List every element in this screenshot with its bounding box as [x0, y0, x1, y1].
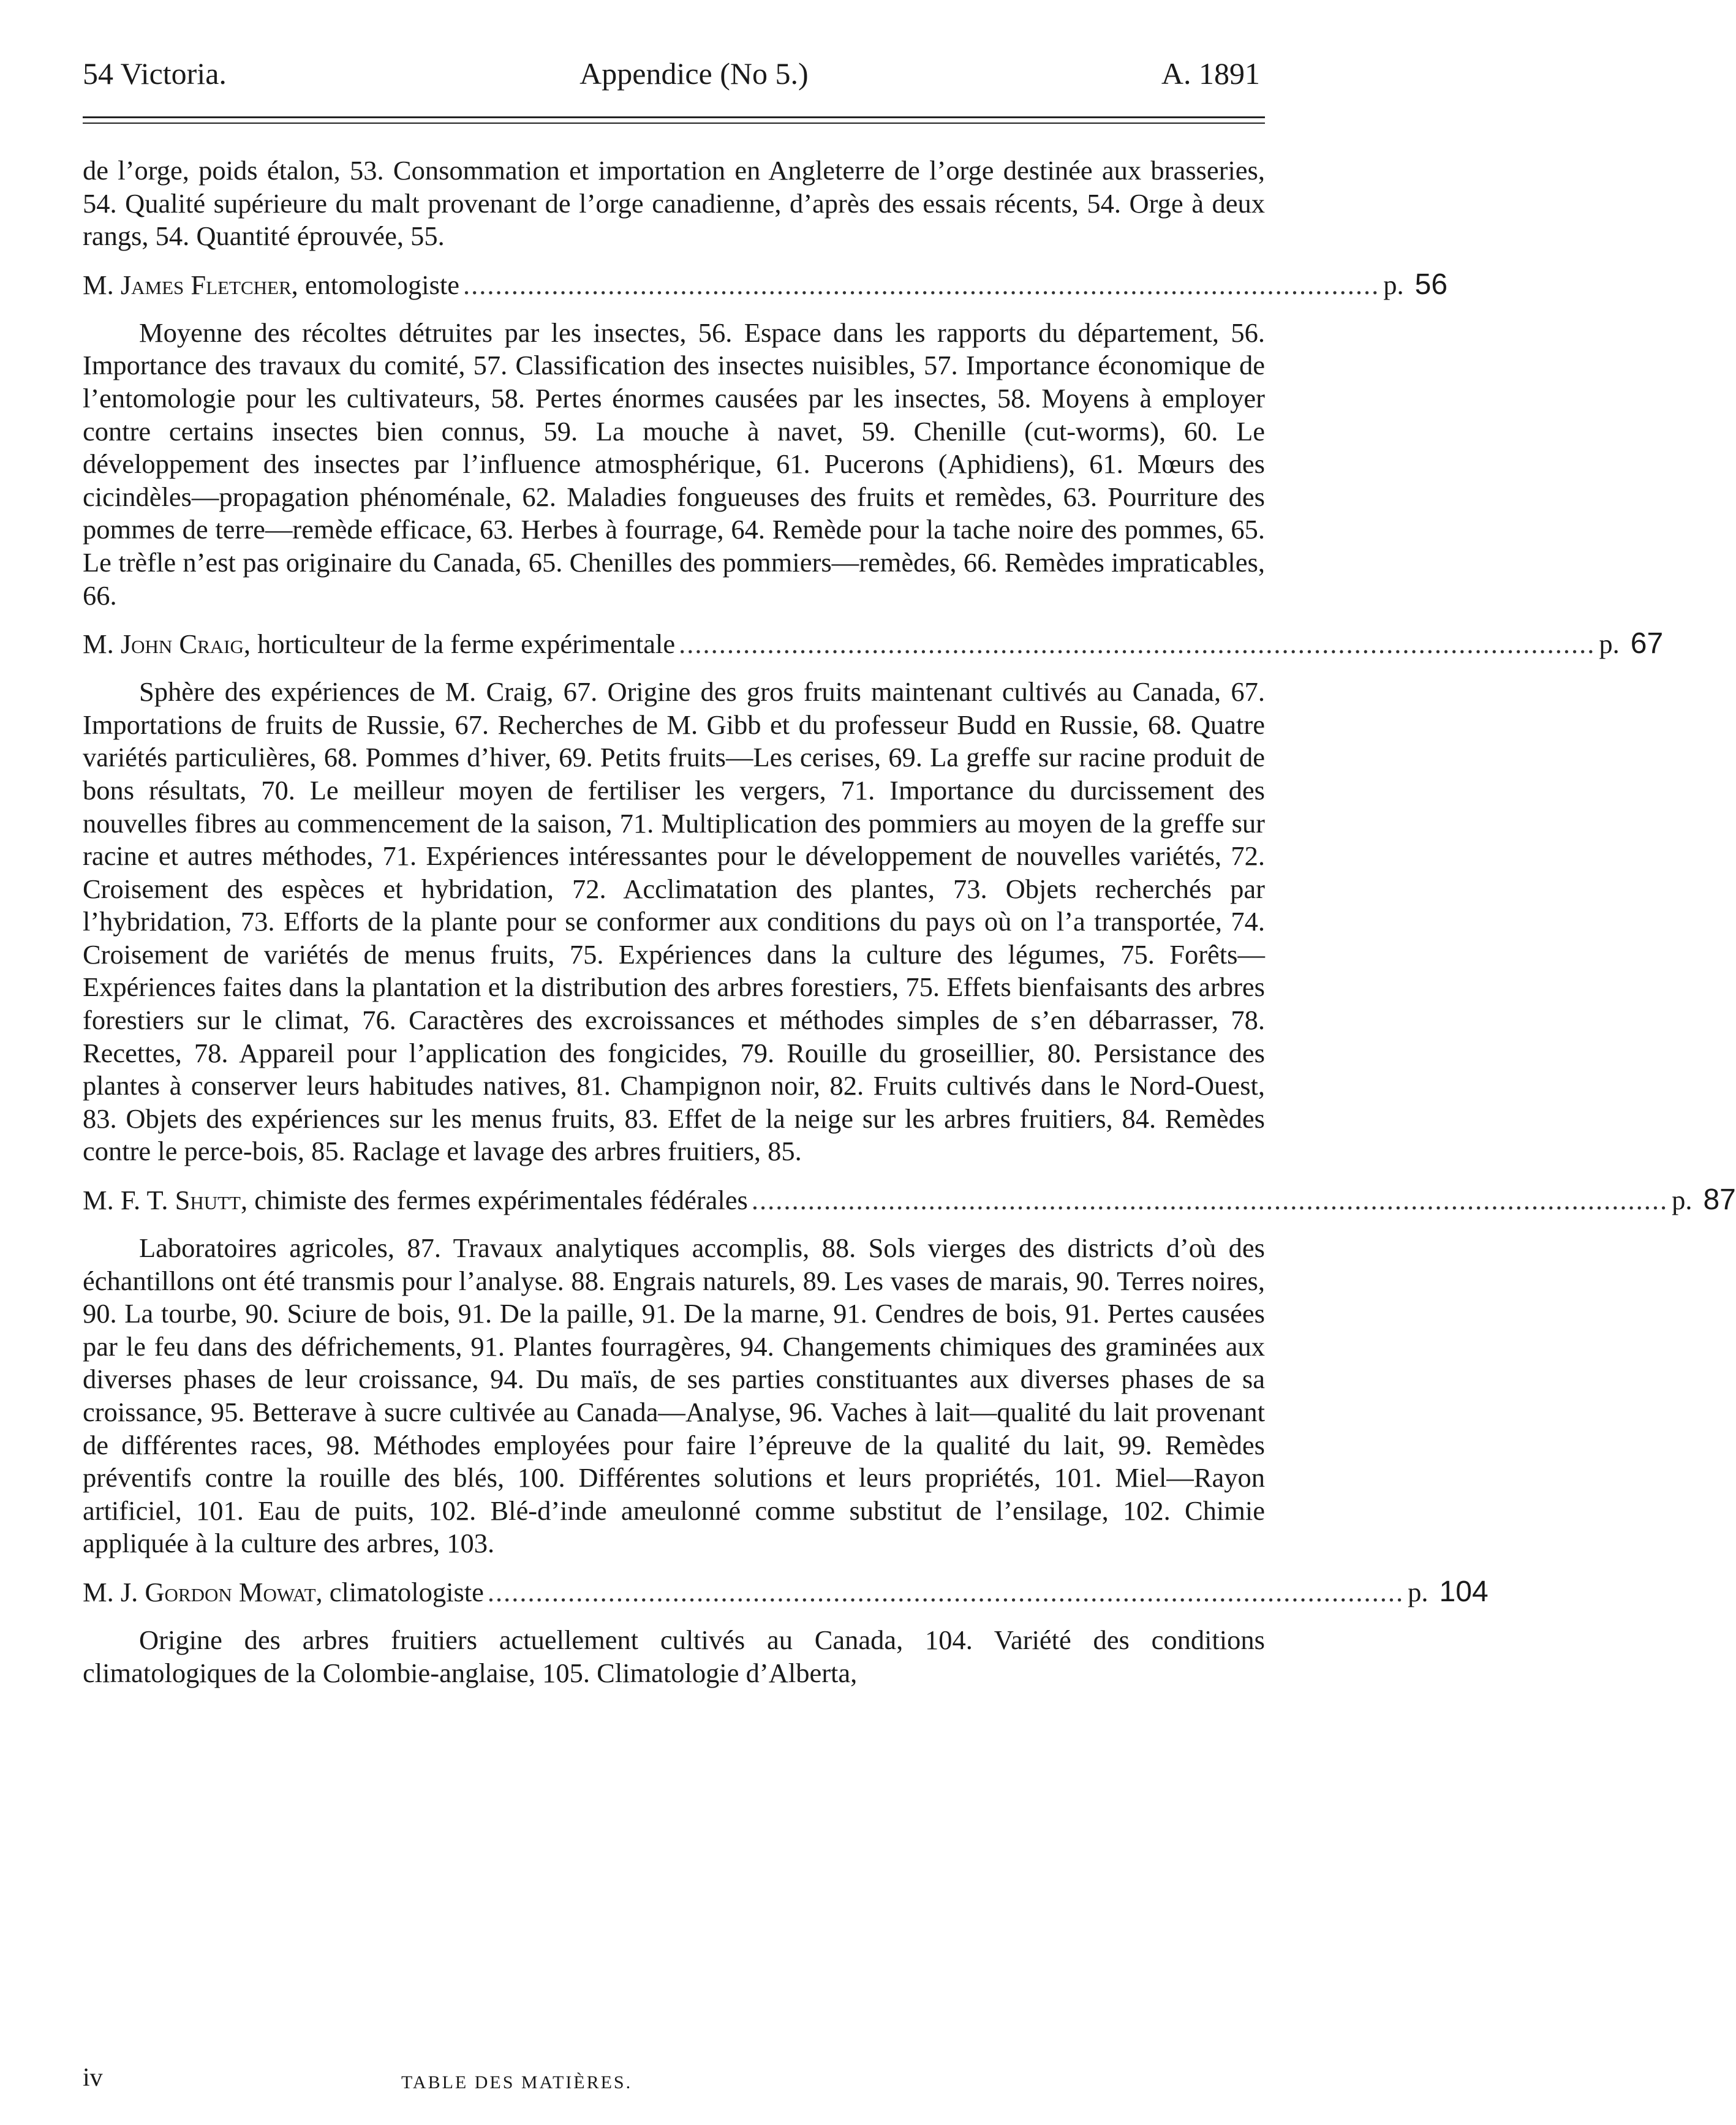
header-right: A. 1891: [1161, 56, 1260, 91]
entry-author: [83, 1575, 484, 1609]
entry-role: , climatologiste: [315, 1576, 484, 1607]
entry-name: John Craig: [120, 628, 244, 660]
footer-page-number: iv: [83, 2064, 103, 2092]
header-left: 54 Victoria.: [83, 56, 227, 91]
entry-prefix: M.: [83, 269, 114, 300]
entry-name: Shutt: [175, 1185, 241, 1216]
entry-name: Gordon Mowat: [145, 1576, 316, 1607]
running-header: [83, 49, 1265, 98]
entry-role: , horticulteur de la ferme expérimentale: [243, 628, 676, 660]
page-label: p.: [1599, 628, 1620, 660]
page-number: 56: [1414, 268, 1448, 301]
entry-prefix: M. J.: [83, 1576, 138, 1607]
page-label: p.: [1383, 269, 1404, 300]
toc-entry-fletcher: [83, 268, 1448, 302]
header-rule-bottom: [83, 123, 1265, 124]
page-number: 104: [1439, 1575, 1489, 1608]
entry-name: James Fletcher: [120, 269, 292, 300]
entry-author: [83, 627, 675, 661]
header-rule-top: [83, 116, 1265, 118]
entry-author: [83, 268, 459, 302]
page-label: p.: [1672, 1185, 1693, 1216]
leader-dots: ..................................................................................................................: [751, 1185, 1669, 1216]
footer-title: TABLE DES MATIÈRES.: [401, 2072, 633, 2093]
page: [83, 49, 1736, 2093]
entry-role: , entomologiste: [291, 269, 460, 300]
leader-dots: ..................................................................................................................: [487, 1576, 1405, 1607]
page-label: p.: [1408, 1576, 1428, 1607]
toc-entry-craig: [83, 627, 1664, 661]
header-center: Appendice (No 5.): [579, 56, 809, 91]
section-paragraph: Origine des arbres fruitiers actuellement cultivés au Canada, 104. Variété des conditions climatologiques de la Colombie-anglaise, 105. Climatologie d’Alberta,: [83, 1624, 1265, 1688]
section-paragraph: Sphère des expériences de M. Craig, 67. Origine des gros fruits maintenant cultivés au Canada, 67. Importations de fruits de Russie, 67. Recherches de M. Gibb et du professeur Budd en Russie, 68. Quatre variétés particulières, 68. Pommes d’hiver, 69. Petits fruits—Les cerises, 69. La greffe sur racine produit de bons résultats, 70. Le meilleur moyen de fertiliser les vergers, 71. Importance du durcissement des nouvelles fibres au commencement de la saison, 71. Multiplication des pommiers au moyen de la greffe sur racine et autres méthodes, 71. Expériences intéressantes pour le développement de nouvelles variétés, 72. Croisement des espèces et hybridation, 72. Acclimatation des plantes, 73. Objets recherchés par l’hybridation, 73. Efforts de la plante pour se conformer aux conditions du pays où on l’a transportée, 74. Croisement de variétés de menus fruits, 75. Expériences dans la culture des légumes, 75. Forêts—Expériences faites dans la plantation et la distribution des arbres forestiers, 75. Effets bienfaisants des arbres forestiers sur le climat, 76. Caractères des excroissances et méthodes simples de s’en débarrasser, 78. Recettes, 78. Appareil pour l’application des fongicides, 79. Rouille du groseillier, 80. Persistance des plantes à conserver leurs habitudes natives, 81. Champignon noir, 82. Fruits cultivés dans le Nord-Ouest, 83. Objets des expériences sur les menus fruits, 83. Effet de la neige sur les arbres fruitiers, 84. Remèdes contre le perce-bois, 85. Raclage et lavage des arbres fruitiers, 85.: [83, 676, 1265, 1167]
toc-entry-shutt: [83, 1183, 1736, 1217]
page-number: 67: [1630, 627, 1664, 660]
leader-dots: ..................................................................................................................: [463, 269, 1380, 300]
section-paragraph: Moyenne des récoltes détruites par les insectes, 56. Espace dans les rapports du département, 56. Importance des travaux du comité, 57. Classification des insectes nuisibles, 57. Importance économique de l’entomologie pour les cultivateurs, 58. Pertes énormes causées par les insectes, 58. Moyens à employer contre certains insectes bien connus, 59. La mouche à navet, 59. Chenille (cut-worms), 60. Le développement des insectes par l’influence atmosphérique, 61. Pucerons (Aphidiens), 61. Mœurs des cicindèles—propagation phénoménale, 62. Maladies fongueuses des fruits et remèdes, 63. Pourriture des pommes de terre—remède efficace, 63. Herbes à fourrage, 64. Remède pour la tache noire des pommes, 65. Le trèfle n’est pas originaire du Canada, 65. Chenilles des pommiers—remèdes, 66. Remèdes impraticables, 66.: [83, 317, 1265, 611]
leader-dots: ..................................................................................................................: [679, 628, 1596, 660]
intro-paragraph: de l’orge, poids étalon, 53. Consommation et importation en Angleterre de l’orge destinée aux brasseries, 54. Qualité supérieure du malt provenant de l’orge canadienne, d’après des essais récents, 54. Orge à deux rangs, 54. Quantité éprouvée, 55.: [83, 155, 1265, 252]
toc-entry-mowat: [83, 1575, 1489, 1609]
section-paragraph: Laboratoires agricoles, 87. Travaux analytiques accomplis, 88. Sols vierges des districts d’où des échantillons ont été transmis pour l’analyse. 88. Engrais naturels, 89. Les vases de marais, 90. Terres noires, 90. La tourbe, 90. Sciure de bois, 91. De la paille, 91. De la marne, 91. Cendres de bois, 91. Pertes causées par le feu dans des défrichements, 91. Plantes fourragères, 94. Changements chimiques des graminées aux diverses phases de leur croissance, 94. Du maïs, de ses parties constituantes aux diverses phases de sa croissance, 95. Betterave à sucre cultivée au Canada—Analyse, 96. Vaches à lait—qualité du lait provenant de différentes races, 98. Méthodes employées pour faire l’épreuve de la qualité du lait, 99. Remèdes préventifs contre la rouille des blés, 100. Différentes solutions et leurs propriétés, 101. Miel—Rayon artificiel, 101. Eau de puits, 102. Blé-d’inde ameulonné comme substitut de l’ensilage, 102. Chimie appliquée à la culture des arbres, 103.: [83, 1232, 1265, 1559]
page-number: 87: [1703, 1183, 1736, 1217]
entry-prefix: M.: [83, 628, 114, 660]
entry-role: , chimiste des fermes expérimentales fédérales: [241, 1185, 748, 1216]
entry-prefix: M. F. T.: [83, 1185, 168, 1216]
entry-author: [83, 1183, 748, 1217]
